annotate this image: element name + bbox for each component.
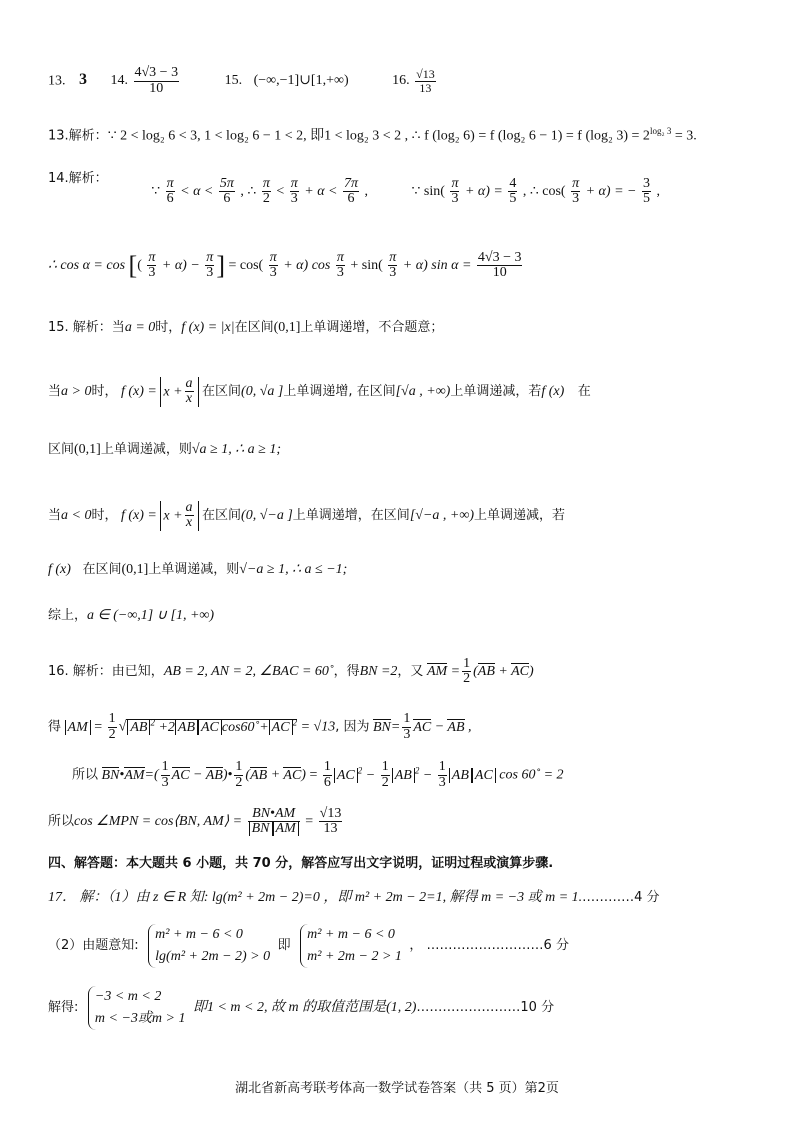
s16-ab-ac: (AB + AC) xyxy=(473,664,534,679)
s15-l2-mid: 时， xyxy=(91,384,118,399)
s15-l3-int: (0,1] xyxy=(74,442,101,457)
frac-7pi-6: $\frac{7\pi}{6}$ xyxy=(344,175,359,207)
s15-l3-pre: 区间 xyxy=(48,442,75,457)
frac-pi-3d: $\frac{\pi}{3}$ xyxy=(148,249,156,281)
s15-l5-f: f (x) xyxy=(48,562,71,577)
s15-l1-mid: 时， xyxy=(155,320,182,335)
s16-l1-m: AB = 2, AN = 2, ∠BAC = 60˚ xyxy=(163,664,334,679)
s14-d5: , xyxy=(656,184,660,199)
s15-l2-a: a > 0 xyxy=(61,384,92,399)
solution-17-line3 xyxy=(48,984,554,1032)
answer-13-value: 3 xyxy=(79,71,87,89)
s15-l2-int2: [√a , +∞) xyxy=(395,384,451,399)
solution-15-line3 xyxy=(48,440,281,460)
s14-result: $\frac{4√3 - 3}{10}$ xyxy=(477,249,522,281)
s16-dot: BN•AM=( xyxy=(101,767,159,783)
s15-l6-pre: 综上， xyxy=(48,608,88,623)
solution-17-line1 xyxy=(48,888,660,908)
s16-result: $\frac{√13}{13}$ xyxy=(319,805,342,837)
s15-l2-t1: 在区间 xyxy=(202,384,242,399)
answer-13-number: 13. xyxy=(48,73,66,89)
s16-third: $\frac{1}{3}$ xyxy=(403,711,411,742)
s15-l4-a: a < 0 xyxy=(61,508,92,523)
solution-13-body: ∵ 2 < log₂ 6 < 3, 1 < log₂ 6 − 1 < 2, 即1 < log₂ 3 < 2 , ∴ f (log₂ 6) = f (log₂ 6 − 1) = f (log₂ 3) = 2 xyxy=(107,128,650,144)
s15-l1-in: 在区间 xyxy=(234,320,274,335)
s16-ab-ac-2: (AB + AC) xyxy=(245,767,306,783)
s16-half-3: $\frac{1}{2}$ xyxy=(235,759,243,790)
s16-l2-pre: 得 xyxy=(48,719,62,735)
s16-bn-eq: BN= xyxy=(372,719,401,735)
s15-a0: a = 0 xyxy=(124,320,156,335)
s16-ac-ab-2: AC − AB)• xyxy=(171,767,233,783)
s16-ab-ac-abs: AB AC xyxy=(449,768,496,783)
answer-16-number: 16. xyxy=(392,73,410,89)
s14-c2: < α < xyxy=(180,184,214,199)
s17-l1: 17． 解：（1）由 z ∈ R 知: lg(m² + 2m − 2)=0 ，即 m² + 2m − 2=1, 解得 m = −3 或 m = 1. xyxy=(48,890,583,905)
frac-pi-3c: $\frac{\pi}{3}$ xyxy=(572,175,580,207)
s16-sqrt-expr: √ AB $^2$ +2 AB AC cos60˚+ AC $^2$ xyxy=(118,717,298,735)
s17-system-3: −3 < m < 2 m < −3或m > 1 xyxy=(88,986,186,1030)
s15-l2-t3: 上单调递减，若 xyxy=(450,384,542,399)
s15-l4-pre: 当 xyxy=(48,508,62,523)
s16-cos-frac: $\frac{BN•AM}{\text{BN AM}}$ xyxy=(248,807,300,837)
s17-l3-score: ……………………10 分 xyxy=(416,1000,555,1015)
s15-l6-m: a ∈ (−∞,1] ∪ [1, +∞) xyxy=(87,608,215,623)
s17-system-2: m² + m − 6 < 0 m² + 2m − 2 > 1 xyxy=(300,924,402,968)
frac-pi-3h: $\frac{\pi}{3}$ xyxy=(389,249,397,281)
s14-e2: ( xyxy=(137,258,142,273)
answer-14-fraction: $\frac{4√3 - 3}{10}$ xyxy=(134,65,179,96)
s14-c3: , ∴ xyxy=(240,184,257,199)
s15-l1-end: 上单调递增，不合题意； xyxy=(300,320,444,335)
s16-third-3: $\frac{1}{3}$ xyxy=(438,759,446,790)
s15-l4-t1: 在区间 xyxy=(202,508,242,523)
answers-row xyxy=(48,66,438,96)
s15-l1-int: (0,1] xyxy=(273,320,301,335)
solution-15-line1 xyxy=(48,318,443,338)
s15-l2-f2: f (x) xyxy=(541,384,565,399)
solution-13-label: 13.解析： xyxy=(48,128,108,144)
s17-system-1: m² + m − 6 < 0 lg(m² + 2m − 2) > 0 xyxy=(148,924,270,968)
frac-pi-3g: $\frac{\pi}{3}$ xyxy=(336,249,344,281)
s15-l2-int1: (0, √a ] xyxy=(241,384,284,399)
s16-l1-t2: ，又 xyxy=(397,664,424,679)
s16-third-2: $\frac{1}{3}$ xyxy=(161,759,169,790)
frac-pi-2: $\frac{\pi}{2}$ xyxy=(262,175,270,207)
s15-l2-t2: 上单调递增, 在区间 xyxy=(283,384,396,399)
s15-l4-mid: 时， xyxy=(91,508,118,523)
solution-16-line4: 所以cos ∠MPN = cos⟨BN, AM⟩ = $\frac{BN•AM}{\text{BN AM}}$ = $\frac{√13}{13}$ xyxy=(48,805,342,837)
answer-15-value: (−∞,−1]∪[1,+∞) xyxy=(253,73,349,89)
s14-d4: + α) = − xyxy=(585,184,637,199)
s16-sixth: $\frac{1}{6}$ xyxy=(323,759,331,790)
s15-l4-int1: (0, √−a ] xyxy=(241,508,293,523)
s15-l5-m: √−a ≥ 1, ∴ a ≤ −1; xyxy=(239,562,348,577)
s17-l2-pre: （2）由题意知: xyxy=(48,938,139,953)
s14-e1: ∴ cos α = cos xyxy=(48,258,126,273)
solution-17-line2 xyxy=(48,922,569,970)
s16-label: 16. 解析：由已知， xyxy=(48,664,164,679)
s16-half-2: $\frac{1}{2}$ xyxy=(108,711,116,742)
solution-14-line2 xyxy=(48,246,524,286)
s16-l3-eq: = xyxy=(309,767,318,783)
s14-e6: + sin( xyxy=(350,258,383,273)
frac-pi-3: $\frac{\pi}{3}$ xyxy=(290,175,298,207)
s14-d2: + α) = xyxy=(464,184,503,199)
bracket-close: ] xyxy=(216,250,225,280)
solution-13 xyxy=(48,121,697,147)
s16-am-abs: AM xyxy=(65,720,91,735)
answer-15-number: 15. xyxy=(224,73,243,89)
solution-16-line1 xyxy=(48,654,534,690)
section-4-heading: 四、解答题：本大题共 6 小题，共 70 分，解答应写出文字说明，证明过程或演算步骤. xyxy=(48,856,554,871)
frac-pi-6: $\frac{\pi}{6}$ xyxy=(166,175,174,207)
s17-l3-t: 即1 < m < 2, 故 m 的取值范围是(1, 2) xyxy=(192,1000,417,1015)
frac-4-5: $\frac{4}{5}$ xyxy=(509,175,517,207)
s14-d1: ∵ sin( xyxy=(411,184,445,199)
s17-l1-score: …………4 分 xyxy=(582,890,660,905)
frac-3-5: $\frac{3}{5}$ xyxy=(642,175,650,207)
page-footer: 湖北省新高考联考体高一数学试卷答案（共 5 页）第2页 xyxy=(235,1081,559,1096)
s16-half-4: $\frac{1}{2}$ xyxy=(381,759,389,790)
s16-l1-bn: BN =2 xyxy=(359,664,398,679)
s14-because: ∵ xyxy=(151,184,161,199)
s16-l2-m: = √13 xyxy=(300,719,336,735)
solution-15-line4 xyxy=(48,496,565,536)
s15-l4-f: f (x) = xyxy=(120,508,157,523)
s15-l4-int2: [√−a , +∞) xyxy=(409,508,474,523)
abs-x-plus-a-over-x: x + $\frac{a}{x}$ xyxy=(160,377,198,407)
s14-c5: + α < xyxy=(304,184,338,199)
s15-l1-f: f (x) = |x| xyxy=(181,320,235,335)
s17-l2-mid: 即 xyxy=(277,938,291,953)
s16-l2-t: , 因为 xyxy=(335,719,370,735)
s14-e4: = cos( xyxy=(228,258,264,273)
solution-15-line6 xyxy=(48,606,214,626)
solution-14-line1 xyxy=(48,172,660,212)
s14-c6: , xyxy=(364,184,369,199)
s15-l4-t3: 上单调递减，若 xyxy=(473,508,565,523)
s15-l5-int: (0,1] xyxy=(121,562,149,577)
s16-am-vec: AM = xyxy=(426,664,461,679)
s16-l4-m: cos ∠MPN = cos⟨BN, AM⟩ = xyxy=(74,814,243,829)
s14-c4: < xyxy=(276,184,285,199)
s14-e5: + α) cos xyxy=(283,258,331,273)
s15-l2-pre: 当 xyxy=(48,384,62,399)
s15-l5-t2: 上单调递减，则 xyxy=(148,562,240,577)
s15-l2-f: f (x) = xyxy=(120,384,157,399)
s17-l3-pre: 解得: xyxy=(48,1000,79,1015)
s15-label: 15. 解析：当 xyxy=(48,320,125,335)
frac-pi-3e: $\frac{\pi}{3}$ xyxy=(206,249,214,281)
s14-e7: + α) sin α = xyxy=(402,258,472,273)
solution-15-line2 xyxy=(48,372,591,412)
solution-13-exponent: log₂ 3 xyxy=(649,126,672,136)
solution-14-label: 14.解析： xyxy=(48,171,108,186)
solution-16-line2: 得 AM = $\frac{1}{2}$ √ AB $^2$ +2 AB AC cos60˚+ AC $^2$ = √13, 因为 BN= $\frac{1}{3}$ AC − AB , xyxy=(48,711,472,742)
solution-13-tail: = 3. xyxy=(671,128,697,144)
frac-5pi-6: $\frac{5\pi}{6}$ xyxy=(219,175,234,207)
s15-l2-t4: 在 xyxy=(577,384,591,399)
solution-16-line3 xyxy=(72,752,564,794)
bracket-open: [ xyxy=(128,250,138,280)
s14-e3: + α) − xyxy=(161,258,200,273)
s16-ac-sq: AC $^2$ − xyxy=(334,768,375,783)
s16-l1-t: ，得 xyxy=(333,664,360,679)
abs-x-plus-a-over-x-2: x + $\frac{a}{x}$ xyxy=(160,501,198,531)
s15-l3-t: 上单调递减，则 xyxy=(100,442,192,457)
frac-pi-3b: $\frac{\pi}{3}$ xyxy=(451,175,459,207)
s14-d3: , ∴ cos( xyxy=(522,184,566,199)
s15-l4-t2: 上单调递增，在区间 xyxy=(292,508,410,523)
s16-ab-sq: AB $^2$ − xyxy=(392,768,433,783)
s17-l2-score: ， ………………………6 分 xyxy=(409,938,569,953)
s15-l3-m: √a ≥ 1, ∴ a ≥ 1; xyxy=(191,442,281,457)
solution-15-line5 xyxy=(48,560,347,580)
answer-14-number: 14. xyxy=(110,73,128,89)
frac-pi-3f: $\frac{\pi}{3}$ xyxy=(269,249,277,281)
answer-16-fraction: $\frac{√13}{13}$ xyxy=(416,67,435,95)
s16-l3-cos: cos 60˚ = 2 xyxy=(499,767,564,783)
s16-half: $\frac{1}{2}$ xyxy=(463,655,471,687)
s15-l5-t1: 在区间 xyxy=(82,562,122,577)
s16-l3-pre: 所以 xyxy=(72,767,99,783)
s16-ac-ab: AC − AB , xyxy=(413,719,472,735)
s16-l4-pre: 所以 xyxy=(48,814,75,829)
